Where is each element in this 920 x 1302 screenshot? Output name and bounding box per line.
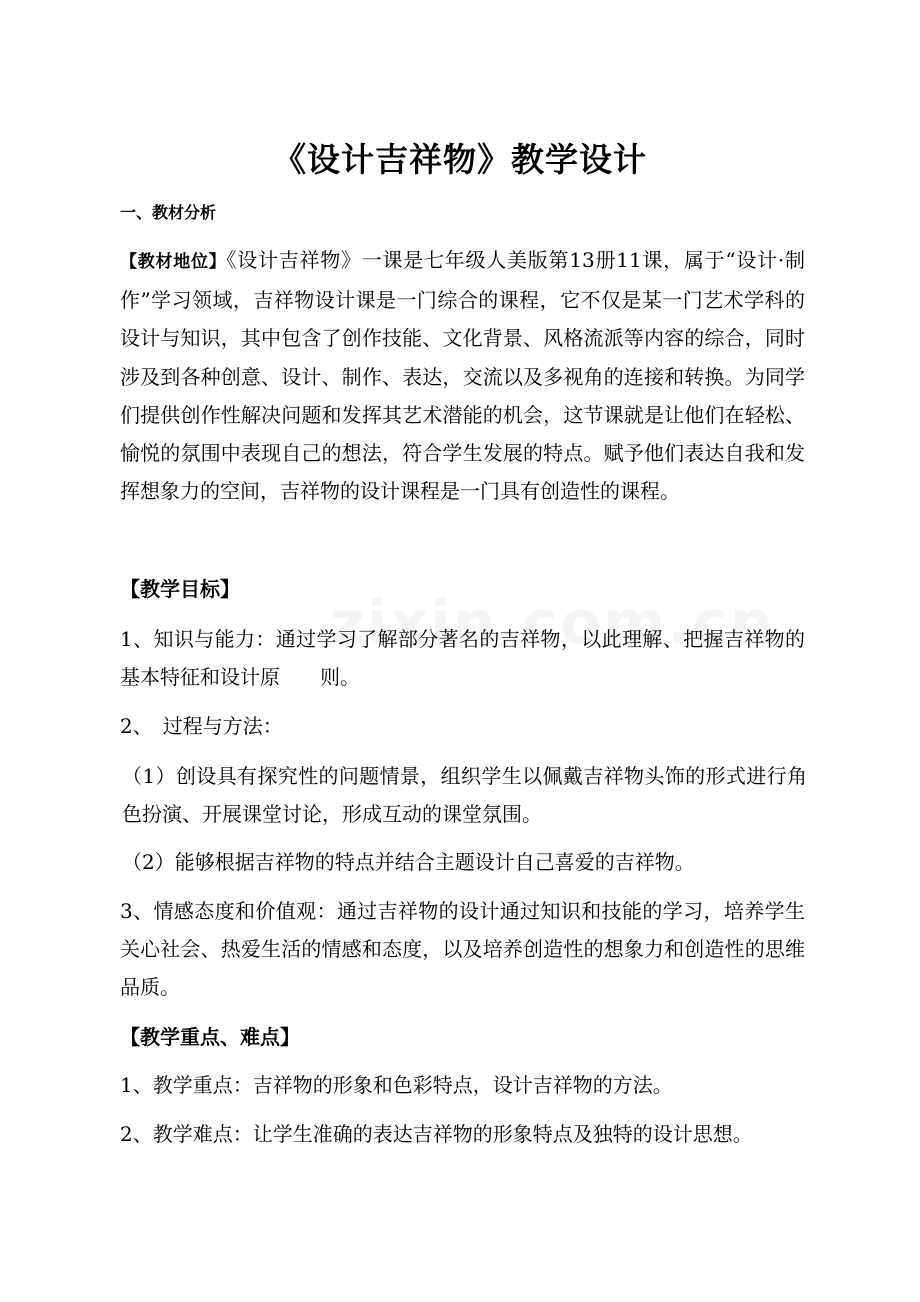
objective-process-item-1: （1）创设具有探究性的问题情景，组织学生以佩戴吉祥物头饰的形式进行角色扮演、开展课堂讨论，形成互动的课堂氛围。	[122, 764, 807, 827]
material-position-paragraph	[120, 241, 805, 510]
objective-attitude: 3、情感态度和价值观：通过吉祥物的设计通过知识和技能的学习，培养学生关心社会、热爱生活的情感和态度，以及培养创造性的想象力和创造性的思维品质。	[120, 899, 805, 1000]
material-position-label: 【教材地位】	[120, 252, 227, 272]
objective-process-item-2: （2）能够根据吉祥物的特点并结合主题设计自己喜爱的吉祥物。	[122, 850, 695, 874]
document-title: 《设计吉祥物》教学设计	[273, 140, 647, 179]
key-point-difficulty: 2、教学难点：让学生准确的表达吉祥物的形象特点及独特的设计思想。	[120, 1122, 753, 1146]
material-position-text: 《设计吉祥物》一课是七年级人美版第13册11课，属于“设计·制作”学习领域，吉祥物设计课是一门综合的课程，它不仅是某一门艺术学科的设计与知识，其中包含了创作技能、文化背景、风格流派等内容的综合，同时涉及到各种创意、设计、制作、表达，交流以及多视角的连接和转换。为同学们提供创作性解决问题和发挥其艺术潜能的机会，这节课就是让他们在轻松、愉悦的氛围中表现自己的想法，符合学生发展的特点。赋予他们表达自我和发挥想象力的空间，吉祥物的设计课程是一门具有创造性的课程。	[120, 248, 806, 504]
objectives-heading: 【教学目标】	[120, 577, 240, 601]
objective-knowledge: 1、知识与能力：通过学习了解部分著名的吉祥物，以此理解、把握吉祥物的基本特征和设计原 则。	[120, 627, 805, 690]
key-points-heading: 【教学重点、难点】	[120, 1025, 300, 1049]
objective-process: 2、 过程与方法：	[120, 714, 283, 738]
section-heading-material-analysis: 一、教材分析	[120, 203, 217, 222]
key-point-focus: 1、教学重点：吉祥物的形象和色彩特点，设计吉祥物的方法。	[120, 1073, 673, 1097]
